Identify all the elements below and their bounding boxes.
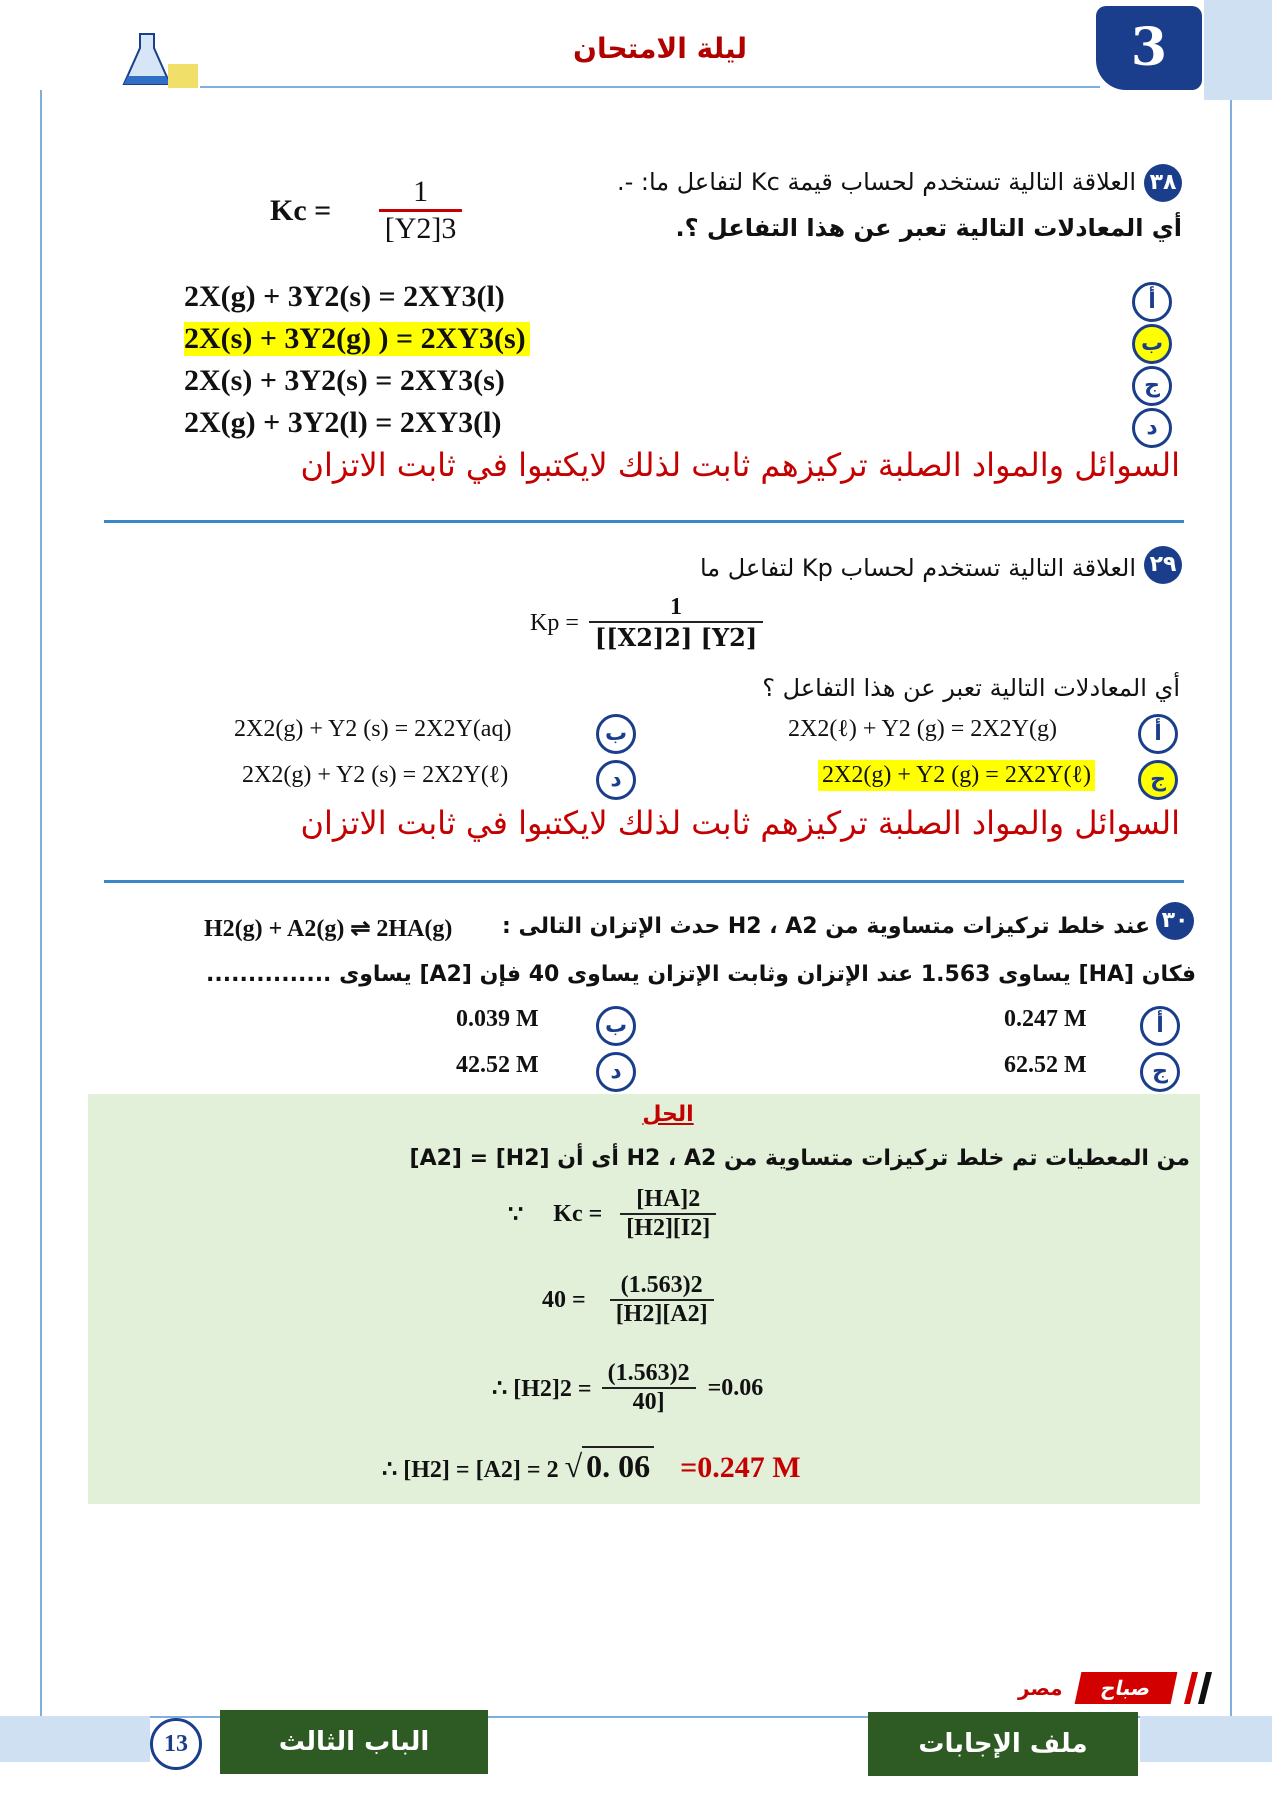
q39-option-c: 2X2(g) + Y2 (g) = 2X2Y(ℓ) xyxy=(818,760,1095,791)
watermark-left: صباح xyxy=(1075,1672,1178,1704)
q38-option-a: 2X(g) + 3Y2(s) = 2XY3(l) xyxy=(184,280,505,313)
q30-line2: فكان [HA] يساوى 1.563 عند الإتزان وثابت الإتزان يساوى 40 فإن [A2] يساوى ............... xyxy=(206,962,1196,987)
solution-kc-denominator: [H2][I2] xyxy=(626,1215,711,1241)
solution-step3-denominator: 40] xyxy=(632,1389,665,1415)
q38-option-c-marker[interactable]: ج xyxy=(1132,366,1172,406)
page-border-left xyxy=(40,90,42,1730)
kp-numerator: 1 xyxy=(589,594,763,623)
q39-option-d: 2X2(g) + Y2 (s) = 2X2Y(ℓ) xyxy=(242,762,509,788)
q30-option-d-marker[interactable]: د xyxy=(596,1052,636,1092)
header-corner xyxy=(1204,0,1272,100)
solution-step4-sqrt: 0. 06 xyxy=(582,1446,654,1484)
divider-2 xyxy=(104,880,1184,883)
q39-option-b: 2X2(g) + Y2 (s) = 2X2Y(aq) xyxy=(234,716,512,742)
q38-line2: أي المعادلات التالية تعبر عن هذا التفاعل ؟. xyxy=(675,214,1182,242)
solution-step3-rhs: =0.06 xyxy=(707,1374,764,1401)
page-number: 13 xyxy=(164,1731,188,1757)
question-number-39: ٢٩ xyxy=(1144,546,1182,584)
q39-option-d-marker[interactable]: د xyxy=(596,760,636,800)
because-symbol: ∵ xyxy=(508,1201,524,1228)
q38-line1: العلاقة التالية تستخدم لحساب قيمة Kc لتفاعل ما: -. xyxy=(616,168,1136,196)
q30-option-b: 0.039 M xyxy=(456,1006,539,1032)
q38-option-b-marker[interactable]: ب xyxy=(1132,324,1172,364)
divider-1 xyxy=(104,520,1184,523)
question-number-38: ٣٨ xyxy=(1144,164,1182,202)
solution-step3 xyxy=(492,1360,763,1416)
solution-step3-numerator: (1.563)2 xyxy=(602,1360,696,1389)
flask-icon xyxy=(122,30,202,92)
solution-step4 xyxy=(382,1448,801,1485)
q39-note: السوائل والمواد الصلبة تركيزهم ثابت لذلك لايكتبوا في ثابت الاتزان xyxy=(300,804,1180,842)
q30-option-b-marker[interactable]: ب xyxy=(596,1006,636,1046)
chapter-label-box xyxy=(220,1710,488,1774)
kp-fraction xyxy=(589,594,763,652)
q38-option-a-marker[interactable]: أ xyxy=(1132,282,1172,322)
footer-left-band xyxy=(0,1716,150,1762)
q39-option-b-marker[interactable]: ب xyxy=(596,714,636,754)
kc-label: Kc = xyxy=(270,193,332,227)
chapter-badge xyxy=(1096,6,1202,90)
watermark-stripes xyxy=(1184,1672,1214,1704)
chapter-number: 3 xyxy=(1130,17,1168,78)
watermark-right: مصر xyxy=(1018,1676,1063,1700)
solution-step3-fraction xyxy=(602,1360,696,1416)
q30-option-c: 62.52 M xyxy=(1004,1052,1087,1078)
q30-line1: عند خلط تركيزات متساوية من H2 ، A2 حدث الإتزان التالى : xyxy=(502,914,1150,939)
solution-step3-lhs: ∴ [H2]2 = xyxy=(492,1375,592,1402)
q30-option-d: 42.52 M xyxy=(456,1052,539,1078)
solution-kc-lhs: Kc = xyxy=(553,1200,603,1227)
page-border-right xyxy=(1230,90,1232,1730)
q39-option-a-marker[interactable]: أ xyxy=(1138,714,1178,754)
q30-reaction: H2(g) + A2(g) ⇌ 2HA(g) xyxy=(204,916,453,942)
q38-option-b: 2X(s) + 3Y2(g) ) = 2XY3(s) xyxy=(184,322,530,356)
kp-denominator: [[X2]2] [Y2] xyxy=(594,623,758,652)
kp-label: Kp = xyxy=(530,609,579,636)
solution-line1: من المعطيات تم خلط تركيزات متساوية من H2 ، A2 أى أن [H2] = [A2] xyxy=(409,1146,1190,1171)
solution-step2-fraction xyxy=(610,1272,714,1328)
sqrt-icon: √ xyxy=(564,1448,583,1484)
chapter-label: الباب الثالث xyxy=(278,1727,430,1757)
q38-note: السوائل والمواد الصلبة تركيزهم ثابت لذلك لايكتبوا في ثابت الاتزان xyxy=(300,446,1180,484)
file-label-box xyxy=(868,1712,1138,1776)
solution-step2-denominator: [H2][A2] xyxy=(615,1301,708,1327)
q39-option-c-marker[interactable]: ج xyxy=(1138,760,1178,800)
header xyxy=(0,0,1272,100)
q38-option-d-marker[interactable]: د xyxy=(1132,408,1172,448)
solution-kc-fraction xyxy=(620,1186,716,1242)
solution-step2-numerator: (1.563)2 xyxy=(610,1272,714,1301)
q38-formula xyxy=(270,175,462,246)
solution-kc-step xyxy=(508,1186,716,1242)
kc-fraction xyxy=(379,175,463,246)
kc-denominator: [Y2]3 xyxy=(384,212,457,245)
page-title: ليلة الامتحان xyxy=(573,32,747,65)
file-label: ملف الإجابات xyxy=(918,1729,1088,1759)
solution-step4-result: =0.247 M xyxy=(680,1451,801,1484)
watermark-logo xyxy=(1018,1672,1218,1712)
kc-numerator: 1 xyxy=(379,175,463,212)
solution-box xyxy=(88,1094,1200,1504)
q39-option-a: 2X2(ℓ) + Y2 (g) = 2X2Y(g) xyxy=(788,716,1057,742)
footer-right-band xyxy=(1140,1716,1272,1762)
solution-kc-numerator: [HA]2 xyxy=(620,1186,716,1215)
solution-title: الحل xyxy=(642,1102,694,1127)
solution-step4-lhs: ∴ [H2] = [A2] = 2 xyxy=(382,1457,559,1483)
q30-option-c-marker[interactable]: ج xyxy=(1140,1052,1180,1092)
q38-option-c: 2X(s) + 3Y2(s) = 2XY3(s) xyxy=(184,364,505,397)
q39-line2: أي المعادلات التالية تعبر عن هذا التفاعل ؟ xyxy=(762,674,1180,702)
page-number-badge xyxy=(150,1718,202,1770)
solution-step2 xyxy=(542,1272,714,1328)
q30-option-a-marker[interactable]: أ xyxy=(1140,1006,1180,1046)
solution-step2-lhs: 40 = xyxy=(542,1286,586,1313)
question-number-30: ٣٠ xyxy=(1156,902,1194,940)
header-line xyxy=(200,86,1100,88)
q38-option-d: 2X(g) + 3Y2(l) = 2XY3(l) xyxy=(184,406,502,439)
q39-formula xyxy=(530,594,763,652)
q30-option-a: 0.247 M xyxy=(1004,1006,1087,1032)
q39-line1: العلاقة التالية تستخدم لحساب Kp لتفاعل ما xyxy=(699,554,1136,582)
